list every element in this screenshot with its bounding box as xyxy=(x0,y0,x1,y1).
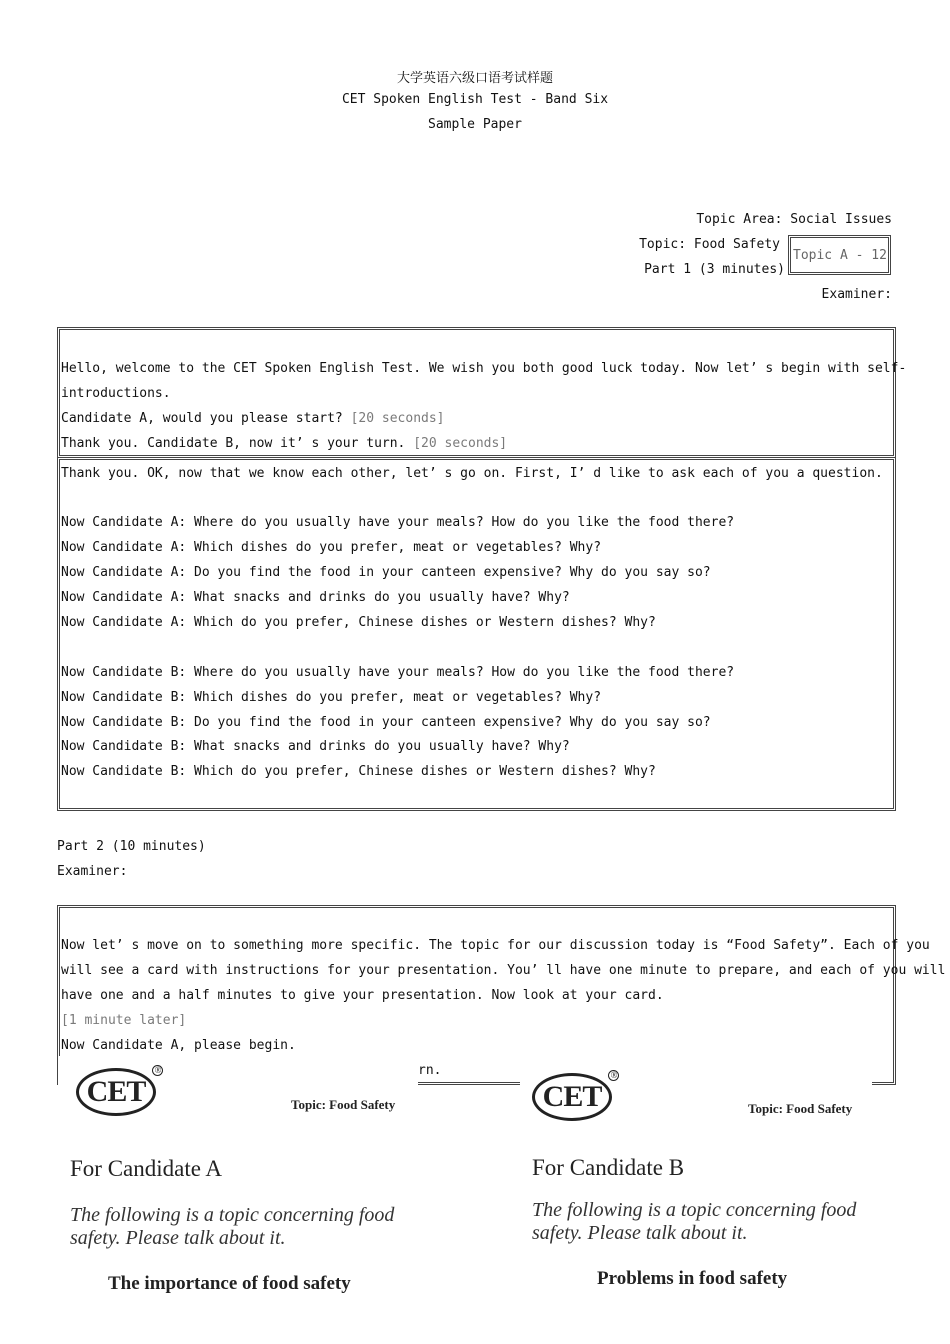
question-b: Now Candidate B: What snacks and drinks do you usually have? Why? xyxy=(61,739,570,754)
part2-label: Part 2 (10 minutes) xyxy=(57,839,206,854)
box1-line: introductions. xyxy=(61,386,171,401)
question-b: Now Candidate B: Which do you prefer, Chinese dishes or Western dishes? Why? xyxy=(61,764,656,779)
topic-area: Topic Area: Social Issues xyxy=(696,212,892,227)
question-a: Now Candidate A: Which dishes do you prefer, meat or vegetables? Why? xyxy=(61,540,602,555)
subtitle: Sample Paper xyxy=(428,117,522,132)
examiner-label: Examiner: xyxy=(821,287,892,302)
card-topic: Topic: Food Safety xyxy=(748,1101,853,1116)
box3-line: will see a card with instructions for your presentation. You’ ll have one minute to prepare, and each of you will xyxy=(61,963,946,978)
box3-line: Now let’ s move on to something more specific. The topic for our discussion today is “Food Safety”. Each of you xyxy=(61,938,930,953)
timing-note: [20 seconds] xyxy=(413,436,508,451)
card-instruction: safety. Please talk about it. xyxy=(532,1222,748,1244)
question-b: Now Candidate B: Which dishes do you prefer, meat or vegetables? Why? xyxy=(61,690,602,705)
topic-tag: Topic A - 12 xyxy=(788,235,891,275)
question-b: Now Candidate B: Do you find the food in your canteen expensive? Why do you say so? xyxy=(61,715,711,730)
card-candidate-b xyxy=(520,1061,872,1344)
cet-logo: CET ® xyxy=(532,1073,612,1121)
box2-intro: Thank you. OK, now that we know each other, let’ s go on. First, I’ d like to ask each of you a question. xyxy=(61,466,883,481)
questions-box xyxy=(57,457,896,811)
card-instruction: The following is a topic concerning food xyxy=(70,1204,395,1226)
box3-fragment: rn. xyxy=(418,1063,442,1078)
card-heading: The importance of food safety xyxy=(108,1273,351,1294)
title-en: CET Spoken English Test - Band Six xyxy=(341,92,609,107)
question-a: Now Candidate A: Where do you usually have your meals? How do you like the food there? xyxy=(61,515,735,530)
card-candidate-a xyxy=(58,1056,418,1344)
timing-note: [20 seconds] xyxy=(350,411,445,426)
box1-line: Candidate A, would you please start? [20 seconds] xyxy=(61,411,445,426)
box1-line: Thank you. Candidate B, now it’ s your turn. [20 seconds] xyxy=(61,436,508,451)
card-instruction: The following is a topic concerning food xyxy=(532,1199,857,1221)
card-instruction: safety. Please talk about it. xyxy=(70,1227,286,1249)
registered-mark: ® xyxy=(152,1065,163,1076)
box3-line: Now Candidate A, please begin. xyxy=(61,1038,296,1053)
box3-line: [1 minute later] xyxy=(61,1013,187,1028)
registered-mark: ® xyxy=(608,1070,619,1081)
box3-line: have one and a half minutes to give your presentation. Now look at your card. xyxy=(61,988,664,1003)
card-for: For Candidate B xyxy=(532,1155,685,1180)
question-a: Now Candidate A: Do you find the food in your canteen expensive? Why do you say so? xyxy=(61,565,711,580)
question-a: Now Candidate A: Which do you prefer, Chinese dishes or Western dishes? Why? xyxy=(61,615,656,630)
question-b: Now Candidate B: Where do you usually have your meals? How do you like the food there? xyxy=(61,665,735,680)
card-heading: Problems in food safety xyxy=(597,1268,788,1289)
part2-examiner: Examiner: xyxy=(57,864,128,879)
card-for: For Candidate A xyxy=(70,1156,223,1181)
part1-label: Part 1 (3 minutes) xyxy=(644,262,785,277)
card-topic: Topic: Food Safety xyxy=(291,1097,396,1112)
question-a: Now Candidate A: What snacks and drinks do you usually have? Why? xyxy=(61,590,570,605)
cet-logo: CET ® xyxy=(76,1068,156,1116)
topic-label: Topic: Food Safety xyxy=(639,237,780,252)
box1-line: Hello, welcome to the CET Spoken English Test. We wish you both good luck today. Now let’ s begin with self- xyxy=(61,361,907,376)
title-cn: 大学英语六级口语考试样题 xyxy=(396,71,553,86)
